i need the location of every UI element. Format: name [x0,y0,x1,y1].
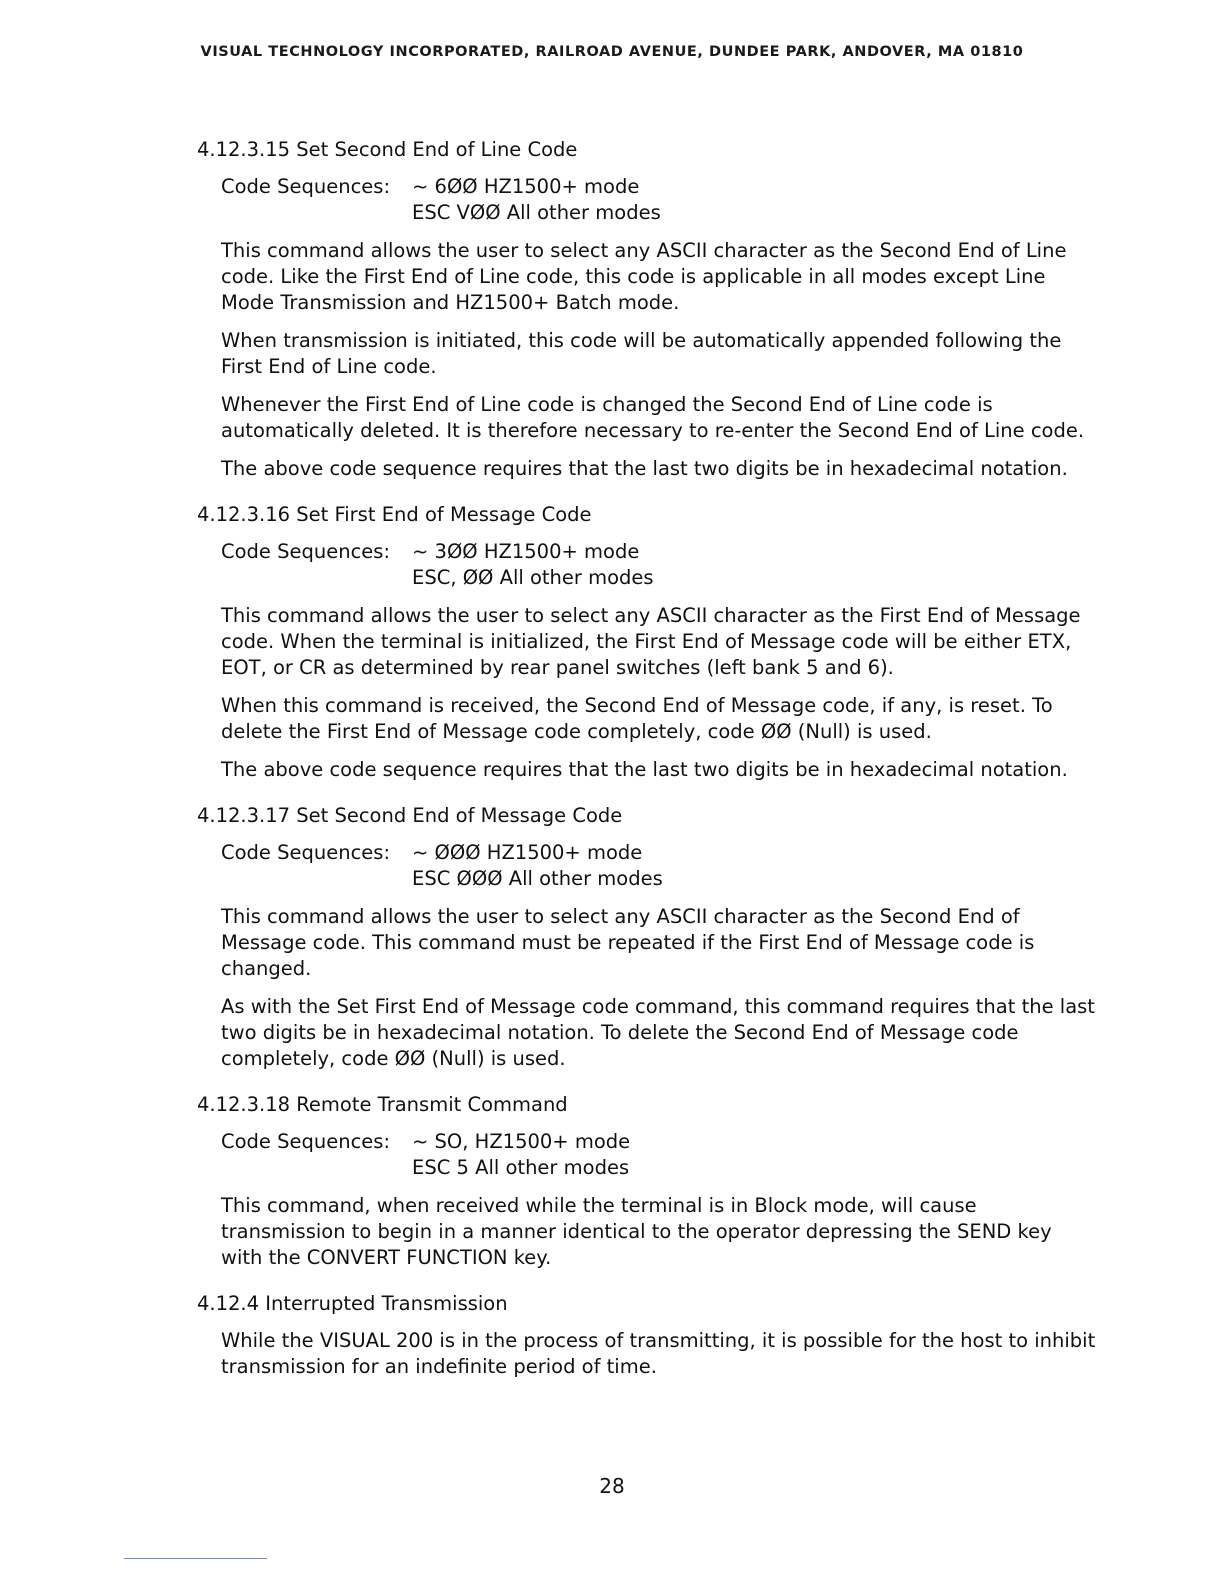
code-sequences [221,1129,1097,1181]
page-header: VISUAL TECHNOLOGY INCORPORATED, RAILROAD AVENUE, DUNDEE PARK, ANDOVER, MA 01810 [200,44,1024,60]
section-remote-transmit-command [197,1092,1097,1271]
code-sequence: ~ ØØØ HZ1500+ mode [412,841,643,864]
section-interrupted-transmission [197,1291,1097,1380]
code-sequence-list [412,1129,1097,1181]
code-sequence: ESC, ØØ All other modes [412,566,654,589]
paragraph: This command, when received while the terminal is in Block mode, will cause transmission to begin in a manner identical to the operator depressing the SEND key with the CONVERT FUNCTION key. [221,1194,1052,1269]
code-sequences [221,840,1097,892]
scan-edge-line [124,1558,267,1559]
section-title: 4.12.3.15 Set Second End of Line Code [197,138,578,161]
code-sequence: ESC VØØ All other modes [412,201,661,224]
paragraph: When transmission is initiated, this code will be automatically appended following the First End of Line code. [221,329,1062,378]
section-set-second-end-of-line-code [197,137,1097,482]
section-title: 4.12.3.18 Remote Transmit Command [197,1093,568,1116]
section-body [221,1328,1097,1380]
code-sequence: ~ 3ØØ HZ1500+ mode [412,540,640,563]
code-sequence: ESC ØØØ All other modes [412,867,663,890]
code-sequences [221,539,1097,591]
paragraph: As with the Set First End of Message code command, this command requires that the last two digits be in hexadecimal notation. To delete the Second End of Message code completely, code ØØ (Null) is used. [221,995,1095,1070]
page-number: 28 [599,1474,625,1498]
section-title: 4.12.4 Interrupted Transmission [197,1292,508,1315]
document-body [197,137,1097,1400]
code-sequences [221,174,1097,226]
section-body [221,1129,1097,1271]
section-body [221,840,1097,1072]
paragraph: Whenever the First End of Line code is changed the Second End of Line code is automatically deleted. It is therefore necessary to re-enter the Second End of Line code. [221,393,1085,442]
section-title: 4.12.3.17 Set Second End of Message Code [197,804,623,827]
code-sequence-list [412,539,1097,591]
paragraph: The above code sequence requires that the last two digits be in hexadecimal notation. [221,758,1068,781]
code-sequences-label: Code Sequences: [221,1130,391,1153]
section-set-second-end-of-message-code [197,803,1097,1072]
section-body [221,174,1097,482]
code-sequence-list [412,840,1097,892]
section-title: 4.12.3.16 Set First End of Message Code [197,503,592,526]
code-sequence: ESC 5 All other modes [412,1156,630,1179]
code-sequence-list [412,174,1097,226]
section-set-first-end-of-message-code [197,502,1097,783]
paragraph: While the VISUAL 200 is in the process of transmitting, it is possible for the host to inhibit transmission for an indefinite period of time. [221,1329,1096,1378]
code-sequences-label: Code Sequences: [221,841,391,864]
paragraph: This command allows the user to select any ASCII character as the Second End of Message code. This command must be repeated if the First End of Message code is changed. [221,905,1035,980]
code-sequence: ~ SO, HZ1500+ mode [412,1130,631,1153]
code-sequences-label: Code Sequences: [221,540,391,563]
code-sequences-label: Code Sequences: [221,175,391,198]
paragraph: This command allows the user to select any ASCII character as the Second End of Line code. Like the First End of Line code, this code is applicable in all modes except Line Mode Transmission and HZ1500+ Batch mode. [221,239,1067,314]
section-body [221,539,1097,783]
paragraph: This command allows the user to select any ASCII character as the First End of Message code. When the terminal is initialized, the First End of Message code will be either ETX, EOT, or CR as determined by rear panel switches (left bank 5 and 6). [221,604,1081,679]
paragraph: The above code sequence requires that the last two digits be in hexadecimal notation. [221,457,1068,480]
code-sequence: ~ 6ØØ HZ1500+ mode [412,175,640,198]
paragraph: When this command is received, the Second End of Message code, if any, is reset. To delete the First End of Message code completely, code ØØ (Null) is used. [221,694,1053,743]
